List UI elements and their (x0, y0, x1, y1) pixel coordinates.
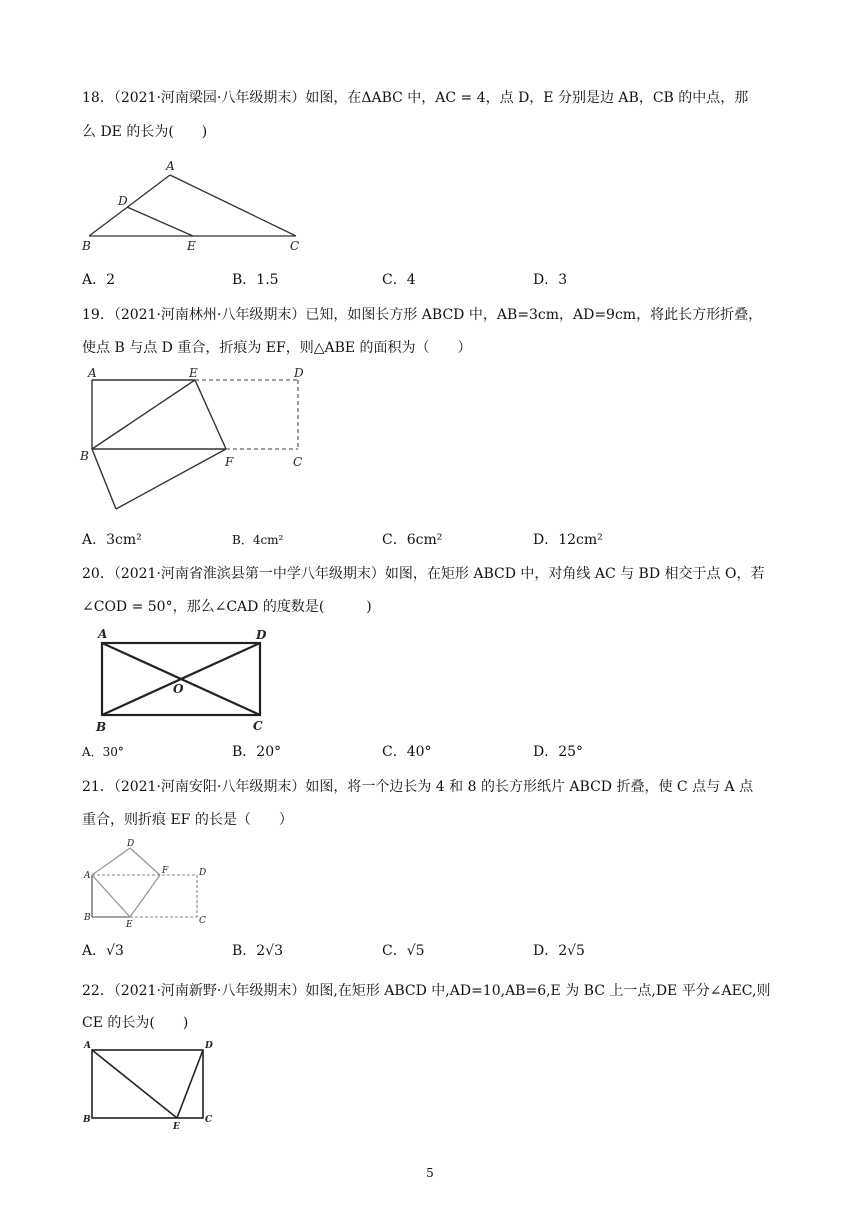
q20-label-c: C (253, 719, 263, 733)
q21-option-c[interactable]: C．√5 (382, 943, 425, 959)
q18-text-line2: 么 DE 的长为( ) (82, 124, 208, 140)
q18-label-c: C (290, 239, 300, 253)
q20-option-d[interactable]: D．25° (533, 744, 584, 760)
q22-label-d: D (205, 1041, 213, 1051)
q22-label-e: E (173, 1122, 180, 1132)
q18-label-e: E (187, 239, 196, 253)
q19-label-e: E (189, 366, 198, 380)
q21-label-e: E (126, 920, 133, 930)
q21-text-line1: 21．（2021·河南安阳·八年级期末）如图，将一个边长为 4 和 8 的长方形纸片 ABCD 折叠，使 C 点与 A 点 (82, 779, 754, 795)
q21-option-d[interactable]: D．2√5 (533, 943, 585, 959)
q22-label-a: A (84, 1041, 91, 1051)
q18-triangle-figure (80, 155, 320, 255)
q21-label-f: F (162, 866, 169, 876)
q22-text-line1: 22．（2021·河南新野·八年级期末）如图,在矩形 ABCD 中,AD=10,AB=6,E 为 BC 上一点,DE 平分∠AEC,则 (82, 983, 771, 999)
q21-label-d2: D (199, 868, 207, 878)
q19-text-line2: 使点 B 与点 D 重合，折痕为 EF，则△ABE 的面积为（ ） (82, 340, 472, 356)
q19-label-f: F (225, 455, 234, 469)
q19-label-c: C (293, 455, 303, 469)
q20-label-o: O (173, 682, 184, 696)
q19-option-a[interactable]: A．3cm² (82, 532, 142, 548)
q18-option-c[interactable]: C．4 (382, 272, 416, 288)
q20-text-line1: 20．（2021·河南省淮滨县第一中学八年级期末）如图，在矩形 ABCD 中，对角线 AC 与 BD 相交于点 O，若 (82, 566, 765, 582)
q20-text-line2: ∠COD = 50°，那么∠CAD 的度数是( ) (82, 599, 372, 615)
q18-label-a: A (166, 159, 175, 173)
q22-rectangle-figure (80, 1037, 225, 1132)
q20-label-a: A (98, 627, 108, 641)
q22-text-line2: CE 的长为( ) (82, 1015, 189, 1031)
q20-rectangle-figure (90, 627, 280, 737)
q18-option-a[interactable]: A．2 (82, 272, 116, 288)
q19-label-b: B (80, 449, 89, 463)
q20-option-b[interactable]: B．20° (232, 744, 282, 760)
page-number: 5 (426, 1166, 434, 1180)
q21-option-b[interactable]: B．2√3 (232, 943, 284, 959)
q19-option-d[interactable]: D．12cm² (533, 532, 603, 548)
q19-fold-figure (80, 368, 320, 518)
q21-label-b: B (84, 913, 91, 923)
q18-label-b: B (82, 239, 91, 253)
q19-label-a: A (88, 366, 97, 380)
q19-label-d: D (294, 366, 304, 380)
q19-text-line1: 19．（2021·河南林州·八年级期末）已知，如图长方形 ABCD 中，AB=3cm，AD=9cm，将此长方形折叠， (82, 307, 763, 323)
q21-label-c: C (199, 916, 206, 926)
q18-option-d[interactable]: D．3 (533, 272, 568, 288)
q21-option-a[interactable]: A．√3 (82, 943, 124, 959)
q18-option-b[interactable]: B．1.5 (232, 272, 279, 288)
q20-label-d: D (256, 628, 267, 642)
q18-text-line1: 18．（2021·河南梁园·八年级期末）如图，在ΔABC 中，AC = 4，点 D，E 分别是边 AB，CB 的中点，那 (82, 90, 749, 106)
q20-option-a[interactable]: A．30° (82, 745, 124, 759)
q18-label-d: D (118, 194, 128, 208)
q21-fold-figure (80, 837, 220, 932)
q19-option-c[interactable]: C．6cm² (382, 532, 443, 548)
q21-label-a: A (84, 871, 91, 881)
q21-label-d: D (127, 839, 135, 849)
q19-option-b[interactable]: B．4cm² (232, 533, 284, 547)
q21-text-line2: 重合，则折痕 EF 的长是（ ） (82, 812, 293, 828)
q22-label-c: C (205, 1115, 213, 1125)
q20-option-c[interactable]: C．40° (382, 744, 432, 760)
q20-label-b: B (96, 720, 107, 734)
q22-label-b: B (83, 1115, 91, 1125)
